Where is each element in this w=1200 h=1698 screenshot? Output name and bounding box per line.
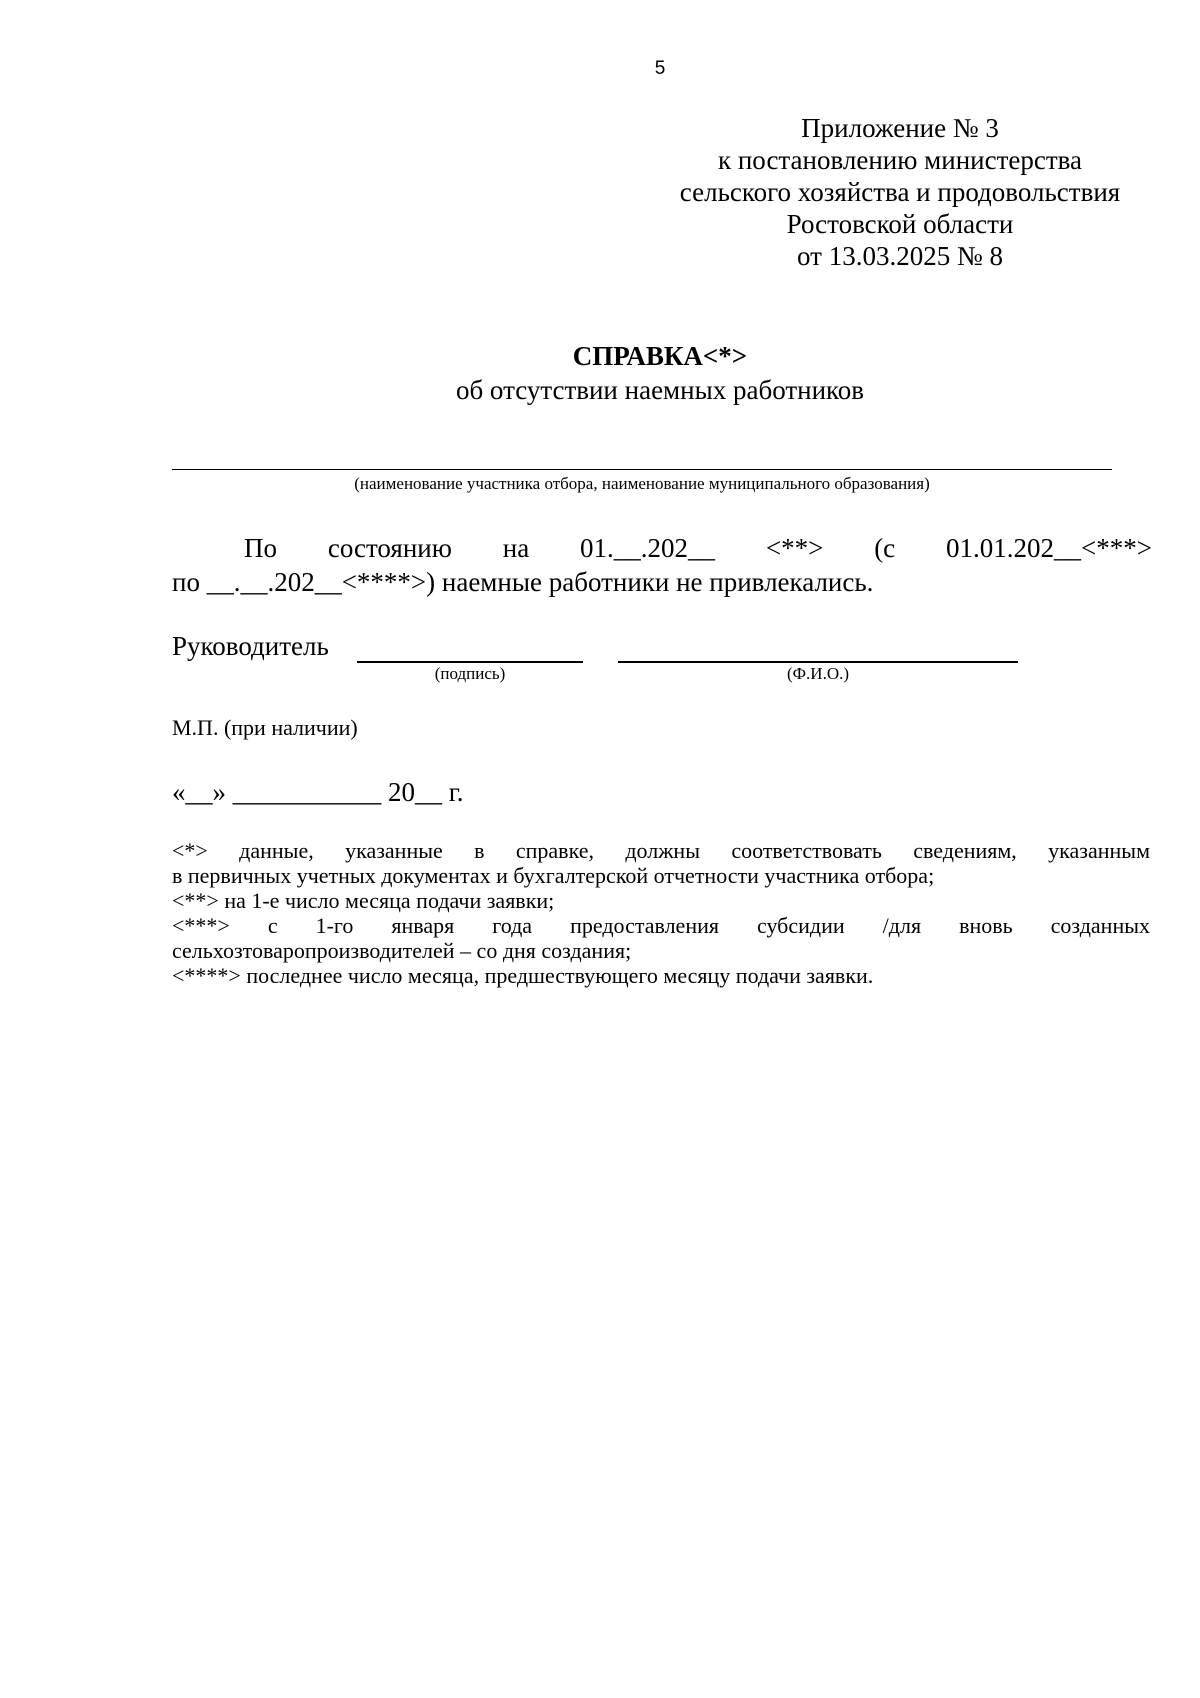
footnote-4: <****> последнее число месяца, предшествующего месяцу подачи заявки.	[172, 963, 874, 988]
statement-word: 01.__.202__	[580, 533, 716, 563]
footnote-3-line-1: <***> с 1-го января года предоставления субсидии /для вновь созданных	[172, 913, 1150, 938]
document-title: СПРАВКА<*>	[572, 341, 748, 371]
statement-word: <**>	[765, 533, 824, 563]
signature-line	[357, 661, 583, 663]
footnote-1-line-2: в первичных учетных документах и бухгалтерской отчетности участника отбора;	[172, 863, 935, 888]
appendix-line-4: Ростовской области	[786, 209, 1014, 239]
footnotes	[172, 838, 1150, 988]
footnote-2: <**> на 1-е число месяца подачи заявки;	[172, 888, 555, 913]
statement-line-2: по __.__.202__<****>) наемные работники не привлекались.	[172, 567, 874, 597]
stamp-place: М.П. (при наличии)	[172, 715, 358, 740]
full-name-line	[618, 661, 1018, 663]
appendix-line-1: Приложение № 3	[801, 113, 999, 143]
appendix-line-3: сельского хозяйства и продовольствия	[679, 177, 1121, 207]
organization-name-hint: (наименование участника отбора, наименование муниципального образования)	[354, 474, 930, 493]
page-number: 5	[654, 58, 666, 79]
footnote-3-line-2: сельхозтоваропроизводителей – со дня создания;	[172, 938, 632, 963]
appendix-line-2: к постановлению министерства	[717, 145, 1083, 175]
signature-label: Руководитель	[172, 631, 329, 661]
signature-hint: (подпись)	[434, 664, 506, 683]
statement-word: (с	[874, 533, 896, 563]
statement-word: 01.01.202__<***>	[946, 533, 1152, 563]
document-subtitle: об отсутствии наемных работников	[455, 375, 865, 405]
appendix-line-5: от 13.03.2025 № 8	[797, 241, 1003, 271]
statement-word: на	[502, 533, 530, 563]
footnote-1-line-1: <*> данные, указанные в справке, должны соответствовать сведениям, указанным	[172, 838, 1150, 863]
date-line: «__» ___________ 20__ г.	[172, 777, 464, 807]
statement-line-1	[172, 532, 1152, 564]
appendix-header	[640, 112, 1160, 272]
statement-word: По	[244, 533, 277, 563]
full-name-hint: (Ф.И.О.)	[786, 664, 850, 683]
statement-word: состоянию	[327, 533, 452, 563]
organization-name-line	[172, 469, 1112, 470]
